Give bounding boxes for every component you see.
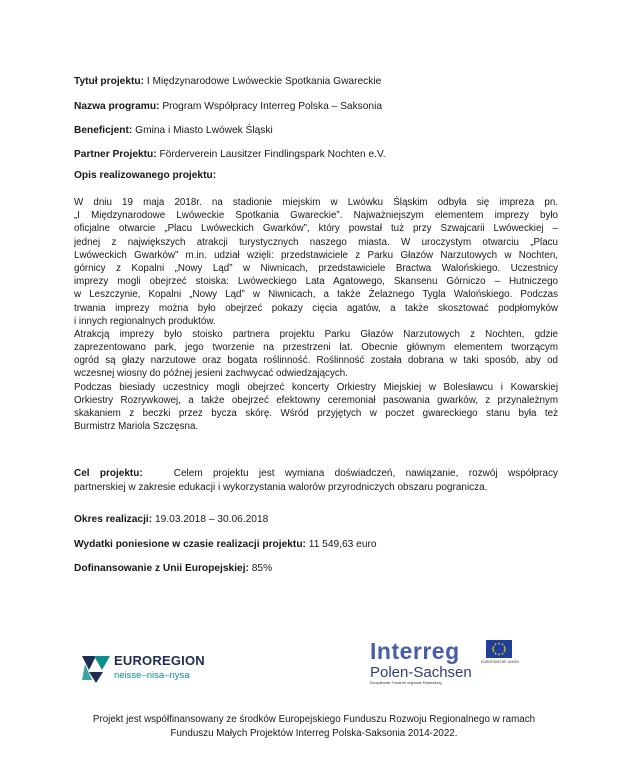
- footer-note: [40, 713, 588, 741]
- description-line: skakaniem z beczki przez bycza skórę. Wśród przyjętych w poczet gwareckiego stanu była też: [74, 408, 558, 419]
- footer-line-2: Funduszu Małych Projektów Interreg Polska-Saksonia 2014-2022.: [170, 728, 458, 739]
- description-line: „I Międzynarodowe Lwóweckie Spotkania Gwareckie”. Najważniejszym elementem imprezy było: [74, 210, 558, 222]
- period-label: Okres realizacji:: [74, 514, 153, 525]
- description-line: ogród są głazy narzutowe oraz bogata roślinność. Roślinność została dobrana w taki sposób, aby od: [74, 355, 558, 367]
- description-line: jednej z największych atrakcji turystycznych naszego miasta. W uroczystym otwarciu „Placu: [74, 236, 558, 248]
- partner-field: [74, 148, 386, 161]
- goal-text-1: Celem projektu jest wymiana doświadczeń, nawiązanie, rozwój współpracy: [173, 468, 558, 479]
- footer-line-1: Projekt jest współfinansowany ze środków Europejskiego Funduszu Rozwoju Regionalnego w ramach: [92, 714, 536, 725]
- program-name-value: Program Współpracy Interreg Polska – Saksonia: [162, 101, 383, 112]
- description-line: Burmistrz Mariola Szczęsna.: [74, 421, 199, 433]
- period-field: [74, 513, 268, 526]
- description-line: W dniu 19 maja 2018r. na stadionie miejskim w Lwówku Śląskim odbyła się impreza pn.: [74, 197, 558, 208]
- description-line: górnicy z Kopalni „Nowy Ląd” w Niwnicach, przedstawiciele Bractwa Walońskiego. Uczestnicy: [74, 262, 558, 274]
- interreg-tagline: Europäischer Fonds für regionale Entwicklung: [370, 681, 442, 685]
- description-line: Lwóweckich Gwarków” m.in. udział wzięli: przedstawiciele z Parku Głazów Narzutowych w Nochten,: [74, 249, 558, 261]
- expenses-label: Wydatki poniesione w czasie realizacji projektu:: [74, 539, 306, 550]
- description-line: trwania imprezy można było obejrzeć pokazy cięcia agatów, a także skosztować podpłomyków: [74, 302, 558, 314]
- interreg-logo: [366, 636, 522, 686]
- expenses-field: [74, 538, 377, 551]
- interreg-subtitle: Polen-Sachsen: [370, 664, 472, 681]
- program-name-field: [74, 100, 382, 113]
- goal-label: Cel projektu:: [74, 468, 143, 479]
- description-line: Orkiestry Rozrywkowej, a także obejrzeć efektowny ceremoniał pasowania gwarków, z przynależnym: [74, 394, 558, 406]
- project-goal: [74, 467, 558, 495]
- beneficiary-label: Beneficjent:: [74, 125, 133, 136]
- beneficiary-value: Gmina i Miasto Lwówek Śląski: [135, 125, 273, 136]
- expenses-value: 11 549,63 euro: [308, 539, 377, 550]
- funding-field: [74, 562, 272, 575]
- goal-text-2: partnerskiej w zakresie edukacji i wykorzystania walorów przyrodniczych obszaru pogranicza.: [74, 482, 488, 493]
- euroregion-name: EUROREGION: [114, 653, 205, 668]
- description-line: w Leszczynie, Kopalni „Nowy Ląd” w Niwnicach, a także Żelaznego Tygla Walońskiego. Podczas: [74, 289, 558, 301]
- description-line: oficjalne otwarcie „Placu Lwóweckich Gwarków”, który powstał tuż przy Szwajcarii Lwóweckiej –: [74, 223, 558, 235]
- description-line: wczesnej wiosny do późnej jesieni zachwycać odwiedzających.: [74, 368, 348, 380]
- description-line: zaprezentowano park, jego tworzenie na przestrzeni lat. Obecnie głównym elementem tworzącym: [74, 342, 558, 354]
- description-line: Atrakcją imprezy było stoisko partnera projektu Parku Głazów Narzutowych z Nochten, gdzie: [74, 328, 558, 340]
- description-line: Podczas biesiady uczestnicy mogli obejrzeć koncerty Orkiestry Miejskiej w Bolesławcu i Kowarskiej: [74, 381, 558, 393]
- description-line: imprezy mogli obejrzeć stoiska: Lwóweckiego Lata Agatowego, Skansenu Górniczo – Hutniczego: [74, 276, 558, 288]
- euroregion-subtitle: neisse–nisa–nysa: [114, 670, 190, 681]
- eu-caption: EUROPÄISCHE UNION: [481, 660, 519, 664]
- interreg-name: Interreg: [370, 638, 460, 664]
- description-text: [74, 196, 558, 433]
- period-value: 19.03.2018 – 30.06.2018: [155, 514, 269, 525]
- funding-label: Dofinansowanie z Unii Europejskiej:: [74, 563, 249, 574]
- partner-label: Partner Projektu:: [74, 149, 157, 160]
- program-name-label: Nazwa programu:: [74, 101, 160, 112]
- partner-value: Förderverein Lausitzer Findlingspark Nochten e.V.: [159, 149, 386, 160]
- project-title-label: Tytuł projektu:: [74, 76, 144, 87]
- euroregion-mark-icon: [80, 652, 112, 684]
- project-title-field: [74, 75, 381, 88]
- eu-flag-icon: [486, 640, 512, 658]
- euroregion-logo: [80, 650, 210, 690]
- funding-value: 85%: [251, 563, 273, 574]
- project-title-value: I Międzynarodowe Lwóweckie Spotkania Gwareckie: [146, 76, 382, 87]
- description-heading: Opis realizowanego projektu:: [74, 170, 217, 181]
- goal-line-1: [74, 467, 558, 481]
- description-line: i innych regionalnych produktów.: [74, 315, 216, 327]
- beneficiary-field: [74, 124, 273, 137]
